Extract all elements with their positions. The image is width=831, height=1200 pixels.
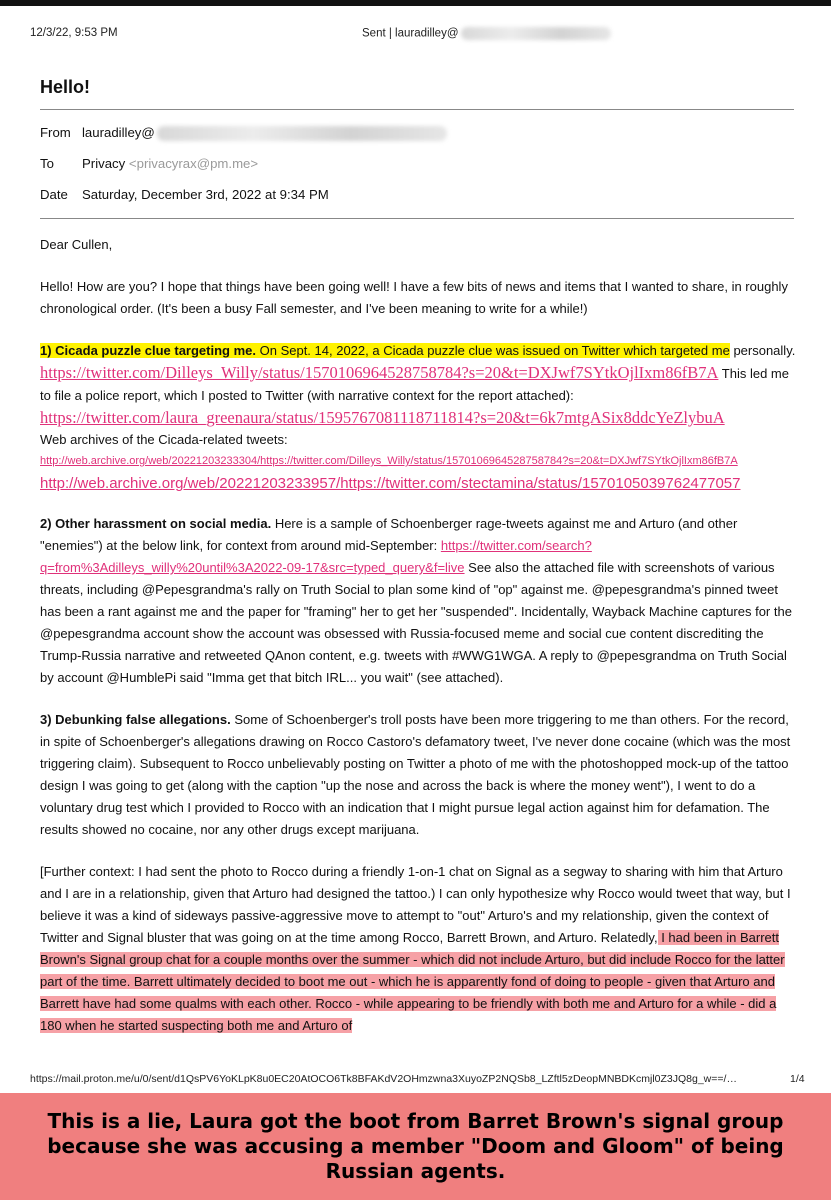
to-address: <privacyrax@pm.me> [128,156,259,171]
from-value[interactable] [82,125,447,141]
email-subject: Hello! [40,77,91,97]
intro-paragraph: Hello! How are you? I hope that things have been going well! I have a few bits of news and items that I wanted to share, in roughly chronological order. (It's been a busy Fall semester, and I've been meaning to write for a while!) [40,279,788,316]
archive-link-1-wrap [40,450,796,471]
divider-bottom [40,218,794,219]
archive-link-1[interactable]: http://web.archive.org/web/20221203233304/https://twitter.com/Dilleys_Willy/status/1570106964528758784?s=20&t=DXJwf7SYtkOjlIxm86fB7A [40,455,738,467]
section-2-text-1: Here is a sample of Schoenberger rage-tweets against me and Arturo (and other "enemies") at the below link, for context from around mid-September: [40,516,738,553]
section-1-highlight [40,343,730,358]
police-report-tweet-link[interactable]: https://twitter.com/laura_greenaura/status/1595767081118711814?s=20&t=6k7mtgASix8ddcYeZlybuA [40,408,725,427]
further-context-paragraph [40,861,796,1037]
print-sent-label [362,27,611,40]
print-footer [30,1073,810,1085]
from-address: lauradilley@ [82,125,155,140]
twitter-search-link[interactable]: https://twitter.com/search?q=from%3Adilleys_willy%20until%3A2022-09-17&src=typed_query&f=live [40,538,592,575]
page-number: 1/4 [790,1073,805,1085]
section-2-title: 2) Other harassment on social media. [40,516,272,531]
section-1-personally: personally. [733,343,796,358]
section-1-text: This led me to file a police report, which I posted to Twitter (with narrative context for the report attached): [40,366,789,403]
section-1 [40,340,796,430]
section-3-title: 3) Debunking false allegations. [40,712,231,727]
footer-url: https://mail.proton.me/u/0/sent/d1QsPV6YoKLpK8u0EC20AtOCO6Tk8BFAKdV2OHmzwna3XuyoZP2NQSb8_LZftl5zDeopMNBDKcmjl0Z3JQ8g_w==/… [30,1073,737,1085]
email-body [40,234,796,1057]
date-value: Saturday, December 3rd, 2022 at 9:34 PM [82,187,329,202]
archive-link-2-wrap [40,471,796,497]
date-label: Date [40,187,68,202]
to-label: To [40,156,54,171]
to-name: Privacy [82,156,126,171]
archives-label: Web archives of the Cicada-related tweets: [40,432,288,447]
section-3 [40,709,796,841]
to-value[interactable] [82,156,258,171]
section-2-text-2: See also the attached file with screenshots of various threats, including @Pepesgrandma's rally on Truth Social to plan some kind of "op" against me. @pepesgrandma's pinned tweet has been a rant against me and the paper for "framing" her to get her "suspended". Incidentally, Wayback Machine captures for the @pepesgrandma account show the account was obsessed with Russia-focused meme and social cue content discrediting the Trump-Russia narrative and retweeted QAnon content, e.g. tweets with #WWG1WGA. A reply to @pepesgrandma on Truth Social by account @HumblePi said "Imma get that bitch IRL... you wait" (see attached). [40,560,792,685]
cicada-tweet-link[interactable]: https://twitter.com/Dilleys_Willy/status/1570106964528758784?s=20&t=DXJwf7SYtkOjlIxm86fB7A [40,363,719,382]
greeting: Dear Cullen, [40,237,113,252]
caption-text: This is a lie, Laura got the boot from Barret Brown's signal group because she was accusing a member "Doom and Gloom" of being Russian agents. [47,1109,784,1183]
from-label: From [40,125,71,140]
redacted-from-blur [157,126,447,141]
archive-link-2[interactable]: http://web.archive.org/web/20221203233957/https://twitter.com/stectamina/status/1570105039762477057 [40,475,741,492]
divider-top [40,109,794,110]
section-1-title: 1) Cicada puzzle clue targeting me. [40,343,256,358]
print-datetime: 12/3/22, 9:53 PM [30,27,118,39]
sent-label-text: Sent | lauradilley@ [362,27,459,40]
further-context-highlight: I had been in Barrett Brown's Signal group chat for a couple months over the summer - which did not include Arturo, but did include Rocco for the latter part of the time. Barrett ultimately decided to boot me out - which he is apparently fond of doing to people - given that Arturo and Barrett have had some qualms with each other. Rocco - while appearing to be friendly with both me and Arturo for a while - did a 180 when he started suspecting both me and Arturo of [40,930,785,1033]
section-2 [40,513,796,689]
section-3-text: Some of Schoenberger's troll posts have been more triggering to me than others. For the record, in spite of Schoenberger's allegations drawing on Rocco Castoro's defamatory tweet, I've never done cocaine (which was the most triggering claim). Subsequent to Rocco unbelievably posting on Twitter a photo of me with the photoshopped mock-up of the tattoo design I was going to get (along with the caption "up the nose and across the back is where the money went"), I went to do a voluntary drug test which I provided to Rocco with an indication that I might pursue legal action against him for defamation. The results showed no cocaine, nor any other drugs except marijuana. [40,712,791,837]
further-context-text: [Further context: I had sent the photo to Rocco during a friendly 1-on-1 chat on Signal as a segway to sharing with him that Arturo and I are in a relationship, given that Arturo had designed the tattoo.) I can only hypothesize why Rocco would tweet that way, but I believe it was a kind of sideways passive-aggressive move to attempt to "out" Arturo's and my relationship, given the context of Twitter and Signal bluster that was going on at the time among Rocco, Barrett Brown, and Arturo. Relatedly, [40,864,791,945]
caption-banner [0,1093,831,1200]
section-1-highlight-text: On Sept. 14, 2022, a Cicada puzzle clue was issued on Twitter which targeted me [256,343,730,358]
redacted-email-blur [461,27,611,40]
top-edge-bar [0,0,831,6]
